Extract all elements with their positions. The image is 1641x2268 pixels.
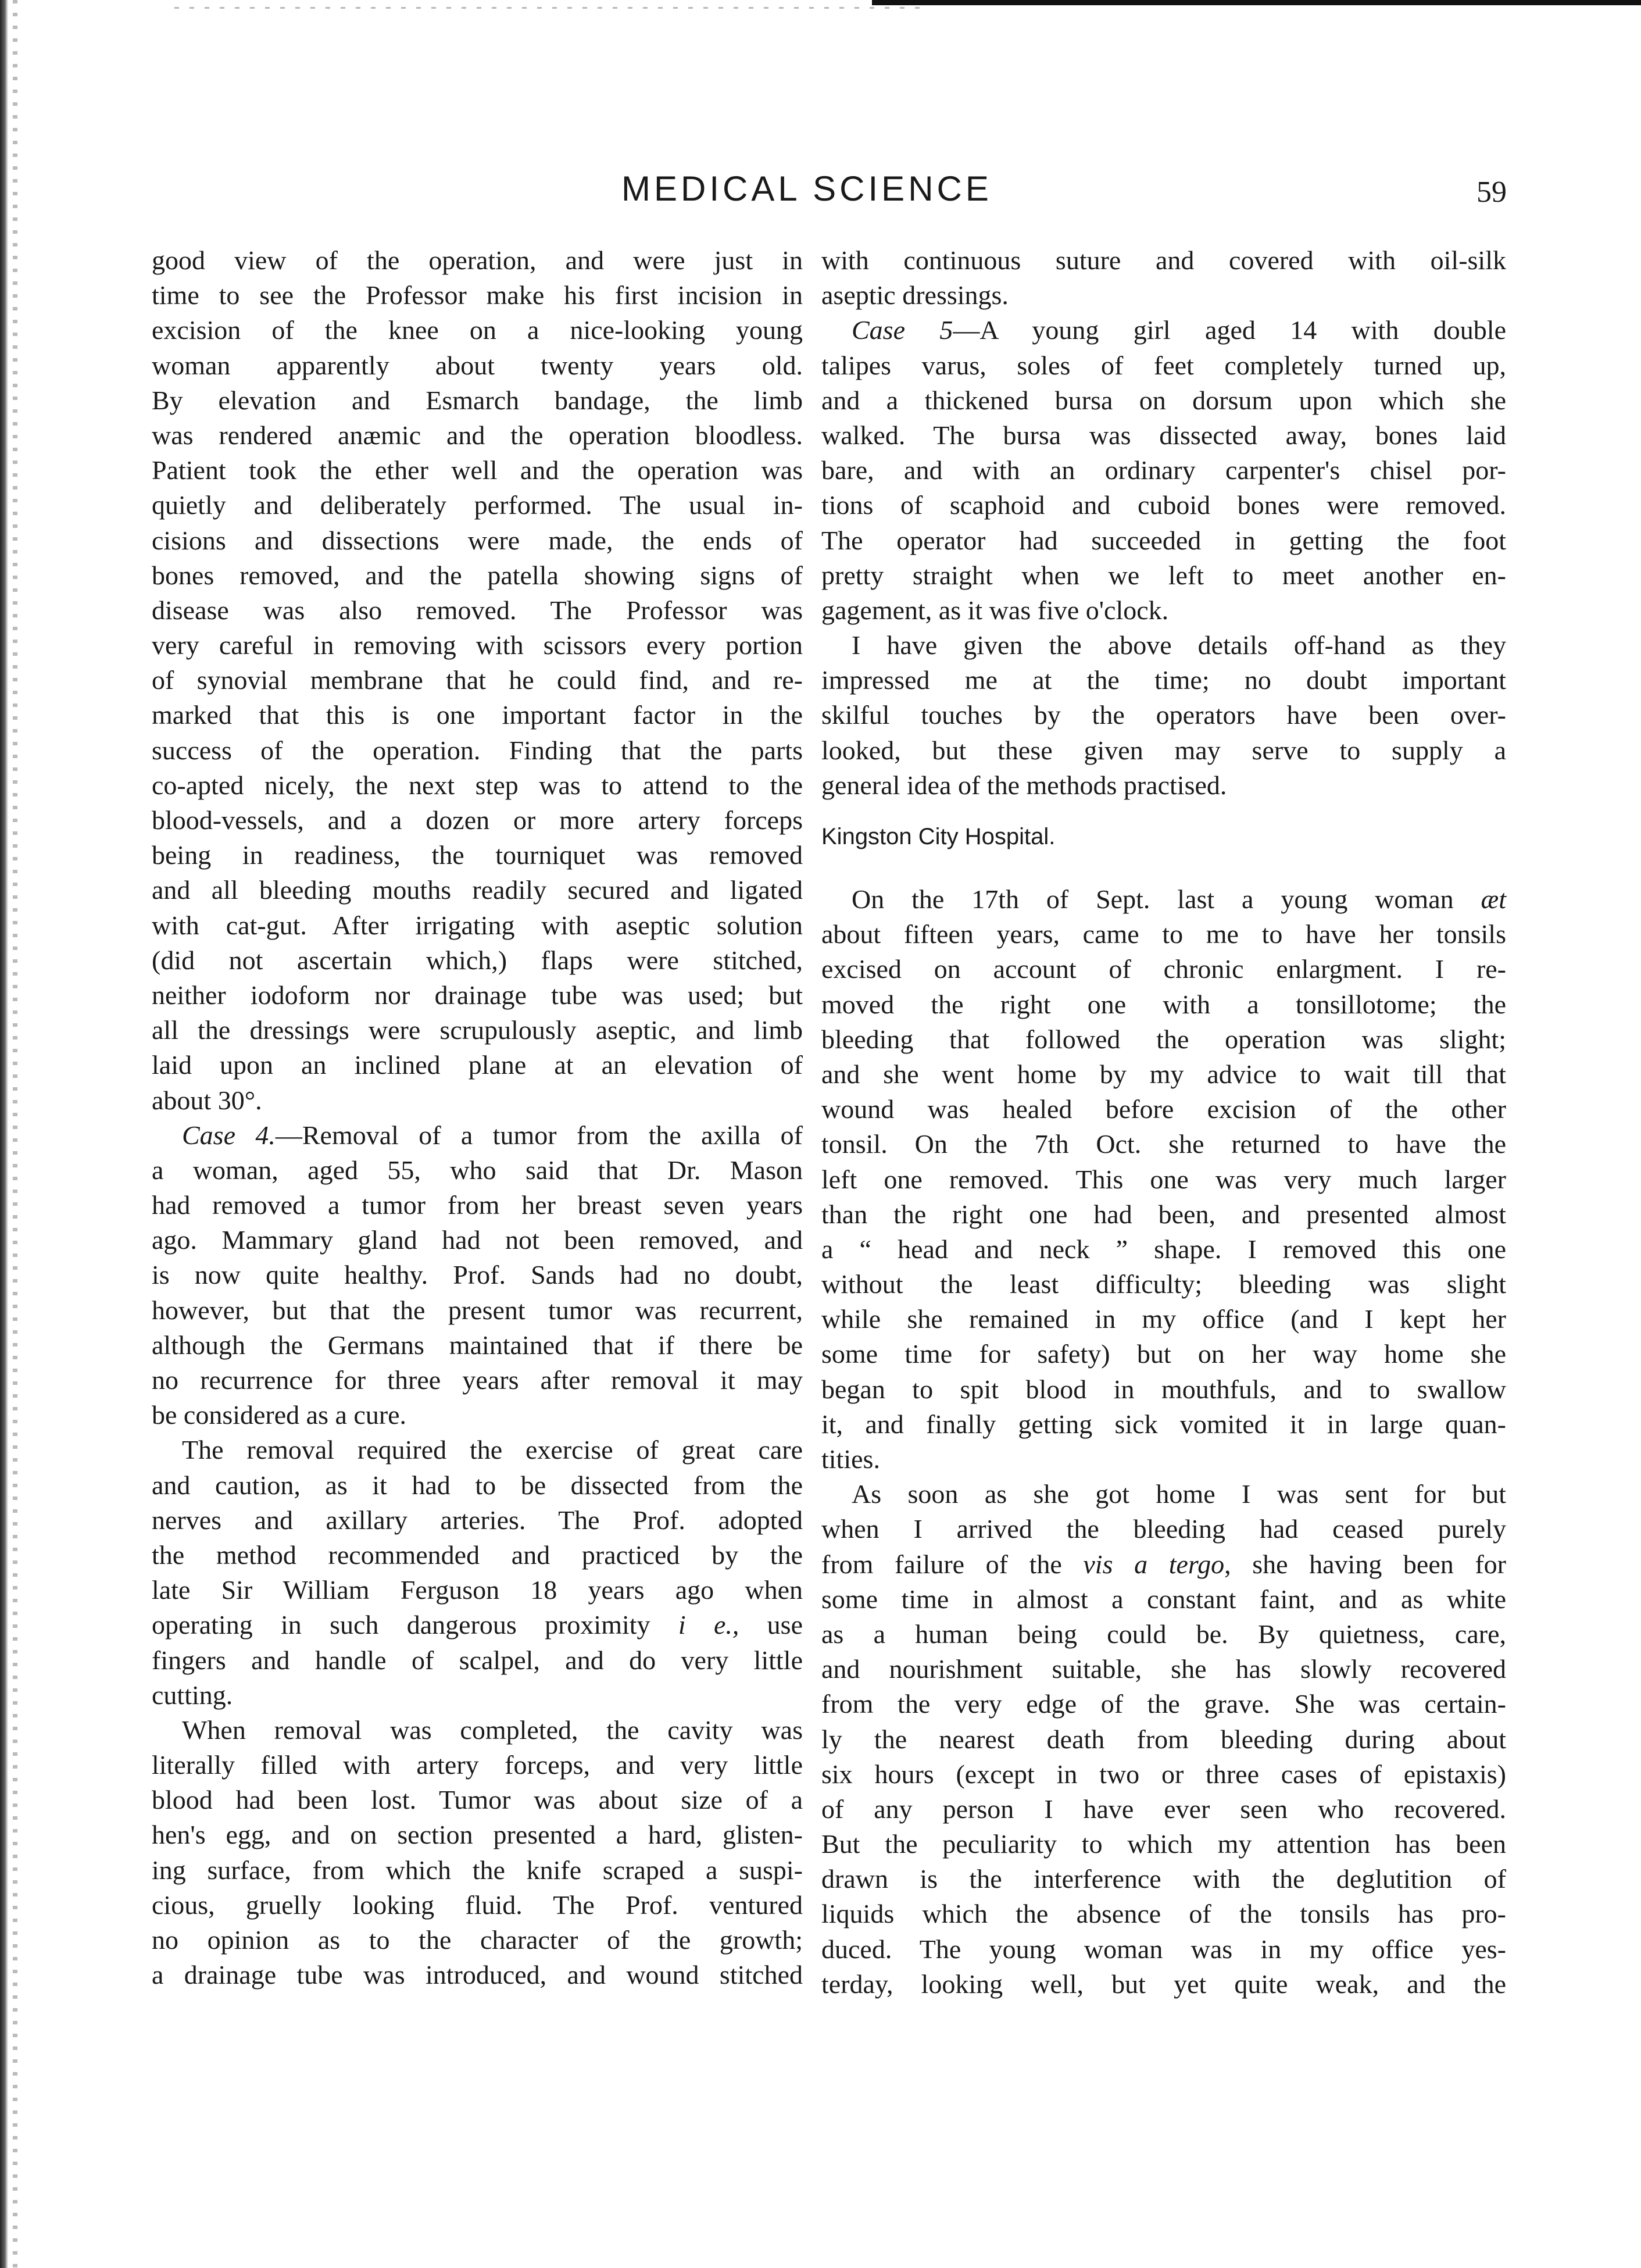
paragraph (821, 313, 1506, 628)
text-line: literally filled with artery forceps, and very little (152, 1750, 803, 1780)
text-line: ly the nearest death from bleeding during about (821, 1724, 1506, 1754)
text-segment: , she having been for (1224, 1549, 1506, 1579)
text-line: tions of scaphoid and cuboid bones were removed. (821, 490, 1506, 520)
text-line: quietly and deliberately performed. The usual in- (152, 490, 803, 520)
text-line: no opinion as to the character of the growth; (152, 1925, 803, 1955)
text-line: of synovial membrane that he could find, and re- (152, 665, 803, 695)
page-header (0, 169, 1641, 209)
text-line: drawn is the interference with the deglutition of (821, 1864, 1506, 1894)
paragraph (152, 243, 803, 1118)
text-line: as a human being could be. By quietness, care, (821, 1619, 1506, 1649)
text-line: When removal was completed, the cavity was (182, 1715, 803, 1745)
scan-noise-left (13, 0, 17, 2268)
text-line: late Sir William Ferguson 18 years ago when (152, 1575, 803, 1605)
text-line: had removed a tumor from her breast seven years (152, 1190, 803, 1220)
right-column (821, 243, 1506, 2002)
text-line: aseptic dressings. (821, 280, 1009, 310)
text-line: As soon as she got home I was sent for but (852, 1479, 1506, 1509)
text-line: and all bleeding mouths readily secured and ligated (152, 875, 803, 905)
text-line: bones removed, and the patella showing signs of (152, 560, 803, 590)
text-line: it, and finally getting sick vomited it in large quan- (821, 1409, 1506, 1439)
text-line: success of the operation. Finding that the parts (152, 735, 803, 765)
text-line: a drainage tube was introduced, and wound stitched (152, 1960, 803, 1990)
text-line: without the least difficulty; bleeding was slight (821, 1269, 1506, 1299)
text-line: skilful touches by the operators have been over- (821, 700, 1506, 730)
text-line: some time in almost a constant faint, and as white (821, 1584, 1506, 1614)
text-line (152, 1608, 803, 1642)
text-line: about 30°. (152, 1085, 262, 1115)
text-line: with continuous suture and covered with oil-silk (821, 245, 1506, 275)
text-line: while she remained in my office (and I kept her (821, 1304, 1506, 1334)
text-line: all the dressings were scrupulously aseptic, and limb (152, 1015, 803, 1045)
text-line: good view of the operation, and were just in (152, 245, 803, 275)
text-line: disease was also removed. The Professor was (152, 595, 803, 625)
paragraph (821, 1477, 1506, 2002)
text-line: neither iodoform nor drainage tube was used; but (152, 980, 803, 1010)
paragraph (821, 243, 1506, 313)
text-segment: On the 17th of Sept. last a young woman (852, 884, 1481, 914)
paragraph (152, 1713, 803, 1993)
text-line: ago. Mammary gland had not been removed, and (152, 1225, 803, 1255)
scan-edge-top (872, 0, 1641, 5)
text-line: moved the right one with a tonsillotome; the (821, 989, 1506, 1019)
text-line: and nourishment suitable, she has slowly recovered (821, 1654, 1506, 1684)
text-line: a woman, aged 55, who said that Dr. Mason (152, 1155, 803, 1185)
text-line: hen's egg, and on section presented a hard, glisten- (152, 1820, 803, 1850)
text-line: gagement, as it was five o'clock. (821, 595, 1169, 625)
text-line: The operator had succeeded in getting the foot (821, 525, 1506, 555)
paragraph (152, 1433, 803, 1713)
text-line: fingers and handle of scalpel, and do very little (152, 1645, 803, 1675)
text-line: and caution, as it had to be dissected from the (152, 1470, 803, 1500)
text-line: walked. The bursa was dissected away, bones laid (821, 420, 1506, 450)
text-line: left one removed. This one was very much larger (821, 1164, 1506, 1194)
text-line: general idea of the methods practised. (821, 770, 1227, 800)
text-line: ing surface, from which the knife scraped a suspi- (152, 1855, 803, 1885)
italic-text: Case 4. (182, 1120, 276, 1150)
left-column (152, 243, 803, 1992)
section-heading: Kingston City Hospital. (821, 824, 1056, 849)
italic-text: i e., (678, 1610, 739, 1640)
text-line: blood-vessels, and a dozen or more artery forceps (152, 805, 803, 835)
text-line (821, 882, 1506, 917)
text-line: excision of the knee on a nice-looking young (152, 315, 803, 345)
text-line (152, 1118, 803, 1153)
text-line: pretty straight when we left to meet another en- (821, 560, 1506, 590)
text-line: But the peculiarity to which my attention has been (821, 1829, 1506, 1859)
text-line: the method recommended and practiced by the (152, 1540, 803, 1570)
page-number: 59 (1476, 176, 1507, 209)
text-line: blood had been lost. Tumor was about size of a (152, 1785, 803, 1815)
scan-noise-top (174, 7, 930, 9)
text-line: no recurrence for three years after removal it may (152, 1365, 803, 1395)
text-segment: operating in such dangerous proximity (152, 1610, 678, 1640)
text-line: talipes varus, soles of feet completely turned up, (821, 350, 1506, 380)
text-line: a “ head and neck ” shape. I removed this one (821, 1234, 1506, 1264)
text-line: cious, gruelly looking fluid. The Prof. ventured (152, 1890, 803, 1920)
text-line (821, 313, 1506, 348)
text-line: cisions and dissections were made, the ends of (152, 525, 803, 555)
text-line: tonsil. On the 7th Oct. she returned to have the (821, 1129, 1506, 1159)
text-line: being in readiness, the tourniquet was removed (152, 840, 803, 870)
text-line: looked, but these given may serve to supply a (821, 735, 1506, 765)
text-line: cutting. (152, 1680, 233, 1710)
text-line: about fifteen years, came to me to have her tonsils (821, 919, 1506, 949)
text-line: began to spit blood in mouthfuls, and to swallow (821, 1374, 1506, 1404)
text-line: woman apparently about twenty years old. (152, 350, 803, 380)
text-line: (did not ascertain which,) flaps were stitched, (152, 945, 803, 975)
text-line: than the right one had been, and presented almost (821, 1199, 1506, 1229)
text-line: marked that this is one important factor in the (152, 700, 803, 730)
text-line: of any person I have ever seen who recovered. (821, 1794, 1506, 1824)
text-segment: —Removal of a tumor from the axilla of (275, 1120, 803, 1150)
text-line: very careful in removing with scissors every portion (152, 630, 803, 660)
text-line: bare, and with an ordinary carpenter's chisel por- (821, 455, 1506, 485)
text-line: terday, looking well, but yet quite weak, and the (821, 1969, 1506, 1999)
text-line: liquids which the absence of the tonsils has pro- (821, 1899, 1506, 1929)
paragraph (152, 1118, 803, 1433)
text-line: Patient took the ether well and the operation was (152, 455, 803, 485)
text-line: time to see the Professor make his first incision in (152, 280, 803, 310)
text-line: however, but that the present tumor was recurrent, (152, 1295, 803, 1325)
text-line: tities. (821, 1444, 880, 1474)
text-segment: from failure of the (821, 1549, 1084, 1579)
text-line: By elevation and Esmarch bandage, the limb (152, 385, 803, 415)
text-line: excised on account of chronic enlargment. I re- (821, 954, 1506, 984)
text-line: was rendered anæmic and the operation bloodless. (152, 420, 803, 450)
text-line (821, 1547, 1506, 1582)
text-line: with cat-gut. After irrigating with aseptic solution (152, 910, 803, 940)
text-line: when I arrived the bleeding had ceased purely (821, 1514, 1506, 1544)
text-line: co-apted nicely, the next step was to attend to the (152, 770, 803, 800)
italic-text: vis a tergo (1083, 1549, 1225, 1579)
text-line: wound was healed before excision of the other (821, 1094, 1506, 1124)
text-line: impressed me at the time; no doubt important (821, 665, 1506, 695)
text-line: I have given the above details off-hand as they (852, 630, 1506, 660)
text-line: laid upon an inclined plane at an elevation of (152, 1050, 803, 1080)
text-line: bleeding that followed the operation was slight; (821, 1024, 1506, 1054)
text-line: nerves and axillary arteries. The Prof. adopted (152, 1505, 803, 1535)
paragraph (821, 628, 1506, 803)
paragraph (821, 882, 1506, 1477)
text-line: be considered as a cure. (152, 1400, 407, 1430)
text-segment: use (739, 1610, 803, 1640)
text-segment: —A young girl aged 14 with double (953, 315, 1506, 345)
text-line: from the very edge of the grave. She was certain- (821, 1689, 1506, 1719)
scan-edge-left (0, 0, 8, 2268)
text-line: The removal required the exercise of great care (182, 1435, 803, 1465)
text-line: and a thickened bursa on dorsum upon which she (821, 385, 1506, 415)
italic-text: Case 5 (852, 315, 953, 345)
italic-text: æt (1481, 884, 1506, 914)
text-line: is now quite healthy. Prof. Sands had no doubt, (152, 1260, 803, 1290)
running-title: MEDICAL SCIENCE (621, 169, 992, 208)
text-line: duced. The young woman was in my office yes- (821, 1934, 1506, 1964)
text-line: and she went home by my advice to wait till that (821, 1059, 1506, 1089)
text-line: some time for safety) but on her way home she (821, 1339, 1506, 1369)
text-line: six hours (except in two or three cases of epistaxis) (821, 1759, 1506, 1789)
text-line: although the Germans maintained that if there be (152, 1330, 803, 1360)
